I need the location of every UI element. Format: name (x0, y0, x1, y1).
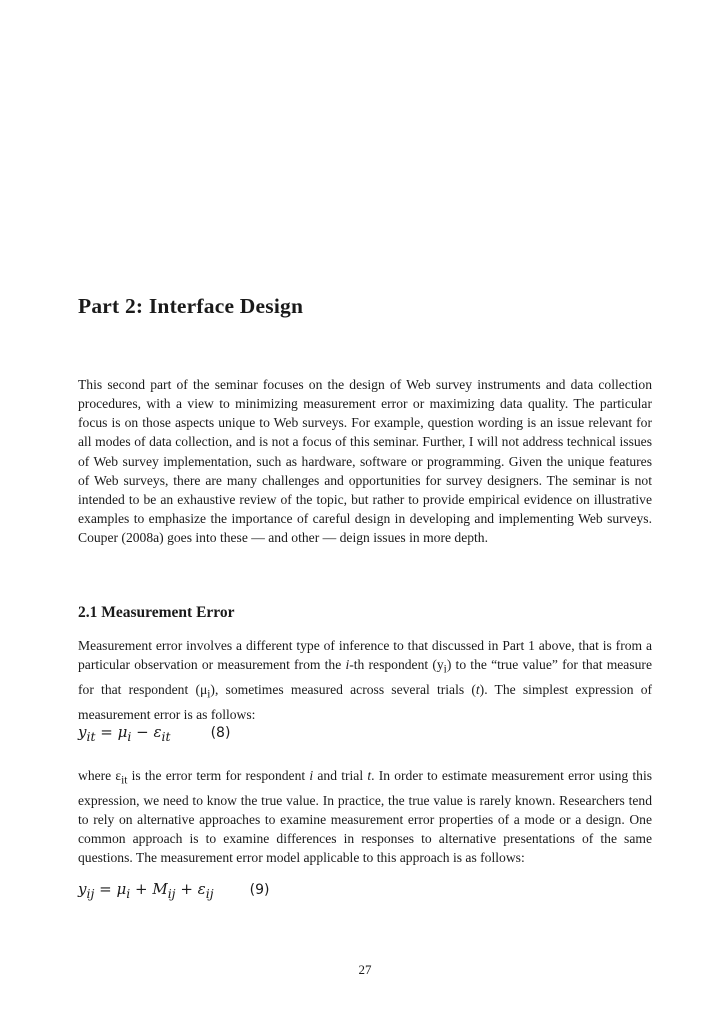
page-number: 27 (358, 962, 372, 977)
section-title: 2.1 Measurement Error (78, 604, 235, 621)
part-title: Part 2: Interface Design (78, 294, 304, 318)
equation-8: $y_{it} = \mu_i - \varepsilon_{it}$ (8) (78, 723, 231, 744)
measurement-paragraph: Measurement error involves a different type of inference to that discussed in Part 1 above, that is from a particular observation or measurement from the i-th respondent $(y_i)$ to the “true value” for that measure for that respondent $(\mu_i)$, sometimes measured across several trials (t). The simplest expression of measurement error is as follows: (78, 638, 653, 722)
intro-paragraph: This second part of the seminar focuses on the design of Web survey instruments and data collection procedures, with a view to minimizing measurement error or maximizing data quality. The particular focus is on those aspects unique to Web surveys. For example, question wording is an issue relevant for all modes of data collection, and is not a focus of this seminar. Further, I will not address technical issues of Web survey implementation, such as hardware, software or programming. Given the unique features of Web surveys, there are many challenges and opportunities for survey designers. The seminar is not intended to be an exhaustive review of the topic, but rather to provide empirical evidence on illustrative examples to emphasize the importance of careful design in developing and implementing Web surveys. Couper (2008a) goes into these — and other — deign issues in more depth. (78, 377, 652, 546)
equation-9: $y_{ij} = \mu_i + M_{ij} + \varepsilon_{ij}$ (9) (78, 880, 270, 901)
error-paragraph: where $\varepsilon_{it}$ is the error term for respondent i and trial t. In order to estimate measurement error using this expression, we need to know the true value. In practice, the true value is rarely known. Researchers tend to rely on alternative approaches to examine measurement error properties of a mode or a design. One common approach is to examine differences in responses to alternative presentations of the same questions. The measurement error model applicable to this approach is as follows: (78, 768, 653, 866)
equation-number: (8) (210, 725, 231, 741)
equation-number: (9) (249, 882, 270, 898)
